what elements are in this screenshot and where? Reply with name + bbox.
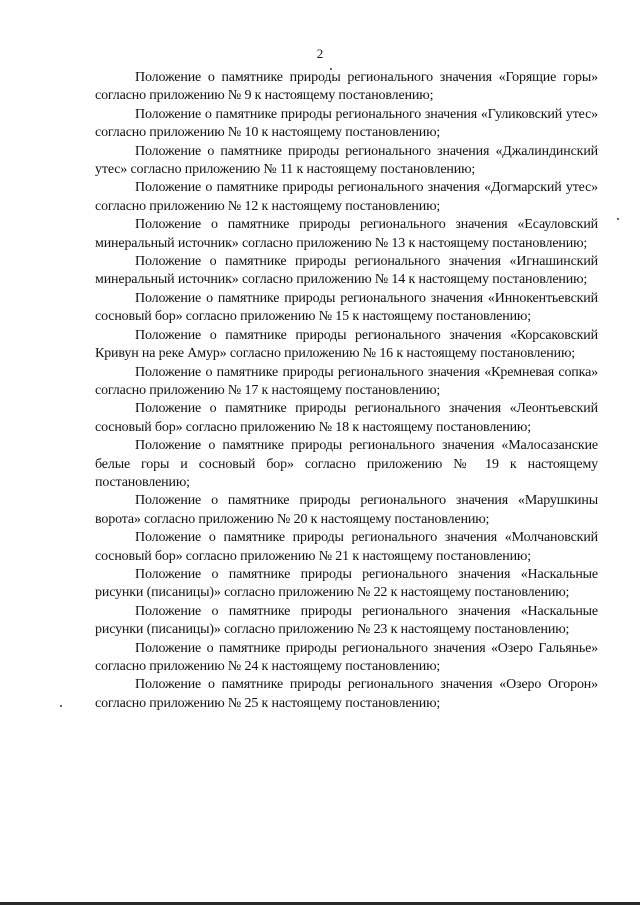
- paragraph: Положение о памятнике природы регионального значения «Озеро Огорон» согласно приложению № 25 к настоящему постановлению;: [95, 677, 598, 711]
- scan-speck: [60, 705, 62, 707]
- paragraph: Положение о памятнике природы регионального значения «Молчановский сосновый бор» согласно приложению № 21 к настоящему постановлению;: [95, 530, 598, 564]
- paragraph: Положение о памятнике природы регионального значения «Есауловский минеральный источник» согласно приложению № 13 к настоящему постановлению;: [95, 217, 598, 251]
- paragraph: Положение о памятнике природы регионального значения «Наскальные рисунки (писаницы)» согласно приложению № 22 к настоящему постановлению;: [95, 566, 598, 601]
- paragraph: Положение о памятнике природы регионального значения «Гуликовский утес» согласно приложению № 10 к настоящему постановлению;: [95, 106, 598, 141]
- document-body: [95, 69, 598, 713]
- paragraph: Положение о памятнике природы регионального значения «Джалиндинский утес» согласно приложению № 11 к настоящему постановлению;: [95, 143, 598, 178]
- page-number: 2: [316, 46, 324, 61]
- paragraph: Положение о памятнике природы регионального значения «Игнашинский минеральный источник» согласно приложению № 14 к настоящему постановлению;: [95, 254, 598, 288]
- paragraph: Положение о памятнике природы регионального значения «Малосазанские белые горы и сосновый бор» согласно приложению № 19 к настоящему постановлению;: [95, 438, 598, 490]
- paragraph: Положение о памятнике природы регионального значения «Леонтьевский сосновый бор» согласно приложению № 18 к настоящему постановлению;: [95, 401, 598, 435]
- paragraph: Положение о памятнике природы регионального значения «Озеро Гальянье» согласно приложению № 24 к настоящему постановлению;: [95, 640, 598, 674]
- paragraph: Положение о памятнике природы регионального значения «Иннокентьевский сосновый бор» согласно приложению № 15 к настоящему постановлению;: [95, 290, 598, 325]
- paragraph: Положение о памятнике природы регионального значения «Кремневая сопка» согласно приложению № 17 к настоящему постановлению;: [95, 364, 598, 398]
- paragraph: Положение о памятнике природы регионального значения «Марушкины ворота» согласно приложению № 20 к настоящему постановлению;: [95, 493, 598, 527]
- paragraph: Положение о памятнике природы регионального значения «Догмарский утес» согласно приложению № 12 к настоящему постановлению;: [95, 180, 598, 214]
- paragraph: Положение о памятнике природы регионального значения «Корсаковский Кривун на реке Амур» согласно приложению № 16 к настоящему постановлению;: [95, 327, 598, 362]
- scan-speck: [617, 218, 619, 220]
- scan-speck: [330, 68, 332, 70]
- paragraph: Положение о памятнике природы регионального значения «Наскальные рисунки (писаницы)» согласно приложению № 23 к настоящему постановлению;: [95, 603, 598, 638]
- paragraph: Положение о памятнике природы регионального значения «Горящие горы» согласно приложению № 9 к настоящему постановлению;: [95, 70, 598, 104]
